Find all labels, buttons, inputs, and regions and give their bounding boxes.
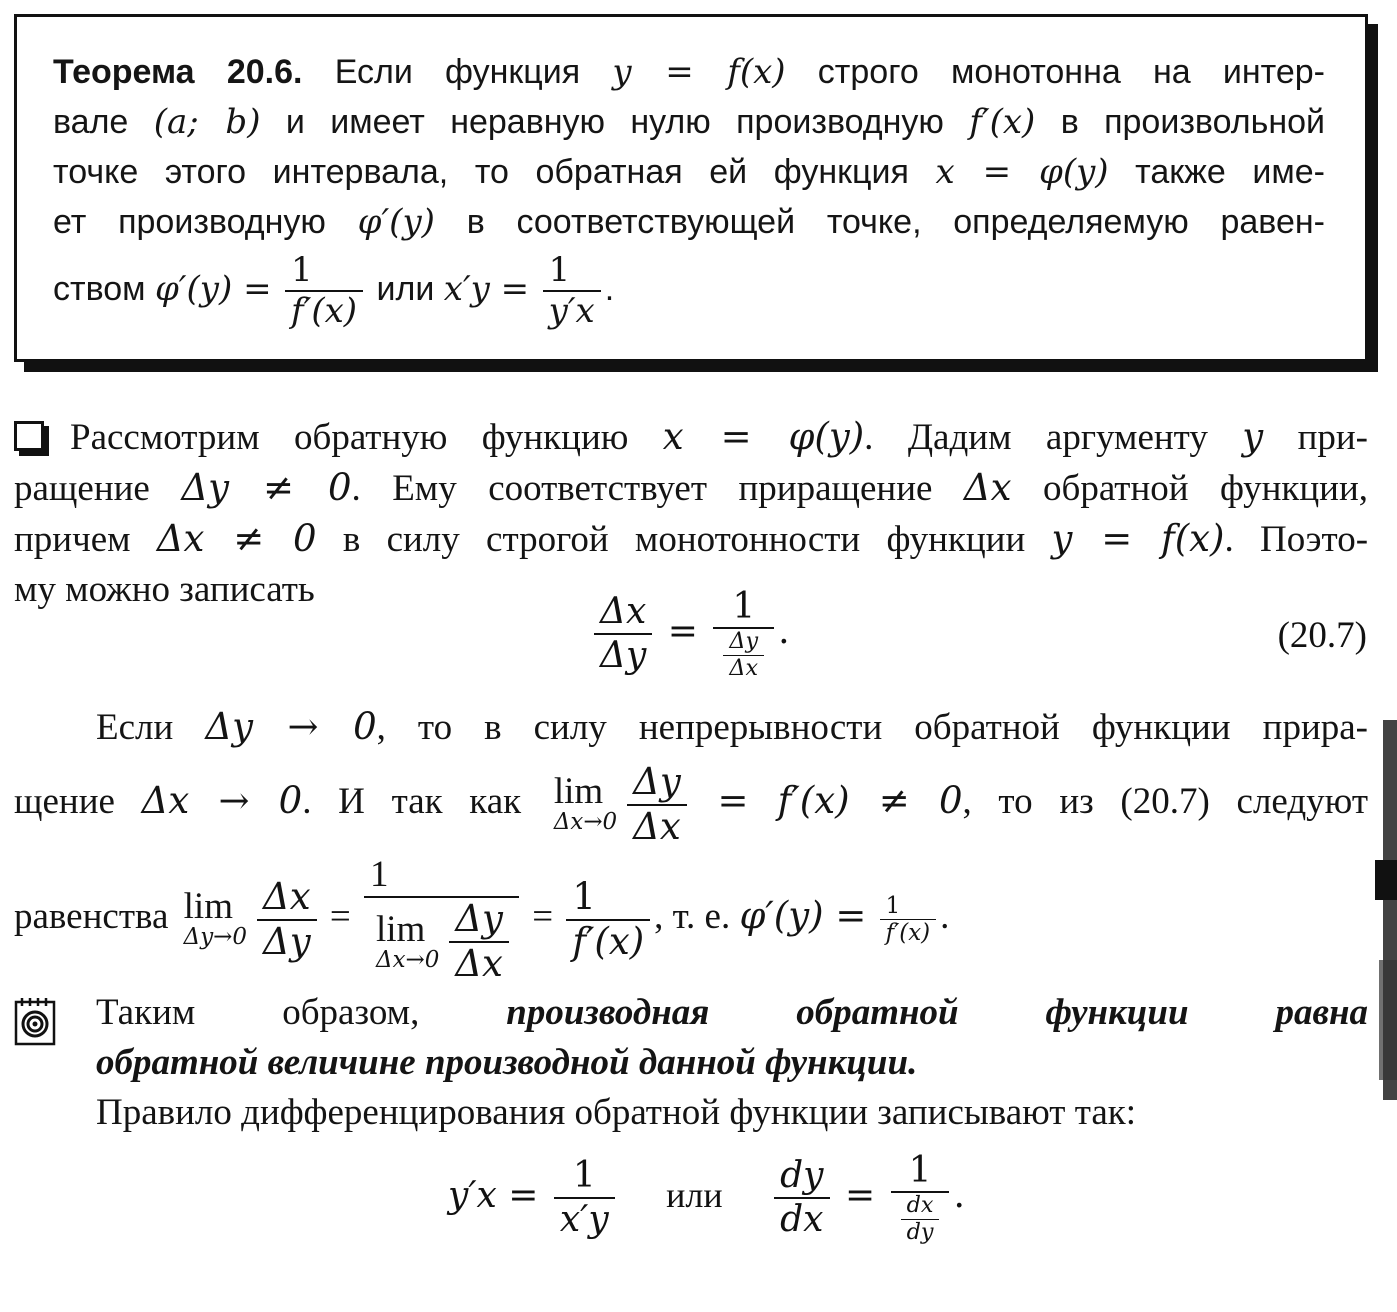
theorem-math: φ′(y) = (155, 269, 272, 310)
fraction-with-limit (364, 854, 519, 986)
theorem-text: ством (53, 270, 146, 309)
theorem-text: точке этого интервала, то обратная ей функция (53, 153, 909, 191)
theorem-math: x′y = (443, 269, 530, 310)
proof-text: ращение (14, 468, 150, 509)
fraction-denominator: f′(x) (572, 919, 645, 963)
fraction (566, 876, 650, 963)
nested-fraction (901, 1193, 940, 1245)
theorem-box (14, 14, 1368, 362)
para-math: = f′(x) ≠ 0 (717, 779, 963, 822)
fraction-numerator: dy (774, 1155, 829, 1198)
conclusion-emphasis: производная обратной функции равна (506, 992, 1369, 1033)
proof-text: . Дадим аргументу (864, 417, 1208, 458)
fraction (880, 893, 937, 947)
continuity-line-3 (14, 846, 1368, 987)
theorem-line-2 (53, 97, 1325, 147)
fraction-denominator (364, 898, 519, 985)
conclusion-paragraph (96, 988, 1368, 1138)
theorem-line-5 (53, 251, 1325, 331)
rule-text: Правило дифференцирования обратной функции записывают так: (96, 1092, 1137, 1133)
proof-math: y = f(x) (1051, 517, 1225, 560)
proof-text: Рассмотрим обратную функцию (70, 417, 629, 458)
rule-line (96, 1088, 1368, 1138)
proof-math: x = φ(y) (662, 415, 865, 458)
fraction-denominator: Δy (600, 634, 647, 676)
equals-sign: = (844, 1174, 876, 1216)
fraction-denominator (891, 1193, 950, 1245)
equation-20-7 (590, 586, 790, 682)
para-text: Если (96, 707, 174, 748)
fraction-numerator: 1 (543, 251, 601, 292)
theorem-text: или (376, 270, 435, 309)
equals-sign: = (667, 610, 698, 652)
limit-expression (184, 888, 247, 950)
para-text: , т. е. (654, 896, 731, 937)
limit-word: lim (376, 908, 426, 950)
para-math: Δx → 0 (141, 779, 303, 822)
fraction-denominator: y′x (548, 291, 595, 332)
proof-paragraph (14, 412, 1368, 615)
theorem-text: . (604, 270, 615, 309)
fraction-numerator: 1 (566, 876, 650, 921)
rule-math: y′x = (448, 1174, 539, 1216)
fraction-denominator: Δy (263, 919, 311, 963)
para-math: φ′(y) = (739, 894, 867, 937)
fraction-denominator: Δx (633, 804, 681, 848)
proof-math: Δx (963, 466, 1012, 509)
fraction-denominator: f′(x) (885, 920, 931, 947)
theorem-text: вале (53, 103, 129, 141)
equals-sign: = (329, 896, 351, 937)
rule-or-word: или (666, 1174, 723, 1215)
theorem-math: f′(x) (969, 102, 1036, 142)
fraction-denominator: Δx (729, 655, 759, 682)
theorem-text: и имеет неравную нулю производную (285, 103, 944, 141)
fraction-denominator: f′(x) (291, 291, 358, 332)
para-math: Δy → 0 (205, 705, 377, 748)
limit-subscript: Δx→0 (553, 809, 618, 836)
fraction-numerator: 1 (285, 251, 363, 292)
equation-fraction-lhs (594, 591, 652, 676)
fraction (257, 876, 317, 963)
rule-fraction-1 (554, 1155, 615, 1240)
nested-fraction (723, 629, 764, 681)
rule-formula (448, 1150, 965, 1246)
fraction-numerator: Δx (257, 876, 317, 921)
fraction-numerator: 1 (554, 1155, 615, 1198)
proof-text: . Поэто- (1224, 519, 1369, 560)
proof-text: в силу строгой монотонности функции (342, 519, 1026, 560)
fraction-numerator: Δy (723, 629, 764, 656)
limit-subscript: Δx→0 (376, 946, 440, 973)
para-text: . И так как (302, 781, 522, 822)
limit-expression (554, 773, 617, 835)
theorem-math: (a; b) (153, 102, 261, 142)
theorem-text: ет производную (53, 203, 326, 241)
scan-edge-smudge (1361, 720, 1397, 1100)
fraction (449, 898, 509, 985)
theorem-fraction-2 (543, 251, 601, 331)
para-text: равенства (14, 896, 169, 937)
period: . (778, 610, 790, 652)
theorem-fraction-1 (285, 251, 363, 331)
fraction-numerator: 1 (891, 1150, 950, 1193)
rule-fraction-2 (774, 1155, 829, 1240)
fraction-denominator: dy (906, 1219, 934, 1246)
conclusion-line-2 (96, 1038, 1368, 1088)
continuity-line-1 (14, 702, 1368, 753)
proof-math: Δy ≠ 0 (181, 466, 352, 509)
limit-fraction (627, 761, 687, 848)
conclusion-line-1 (96, 988, 1368, 1038)
theorem-math: φ′(y) (357, 202, 435, 242)
theorem-text: Если функция (334, 53, 581, 91)
limit-word: lim (183, 886, 233, 928)
theorem-text: в произвольной (1060, 103, 1326, 141)
para-text: , то из (20.7) следуют (962, 781, 1368, 822)
fraction-numerator: dx (901, 1193, 940, 1220)
fraction-denominator (713, 629, 774, 681)
fraction-numerator: Δy (627, 761, 687, 806)
proof-math: Δx ≠ 0 (156, 517, 317, 560)
theorem-math: x = φ(y) (935, 152, 1109, 192)
para-text: , то в силу непрерывности обратной функции прира- (376, 707, 1368, 748)
theorem-math: y = f(x) (612, 52, 786, 92)
key-point-icon (14, 996, 58, 1046)
period: . (940, 896, 950, 937)
period: . (953, 1174, 965, 1216)
proof-start-icon (14, 421, 44, 451)
rule-fraction-3 (891, 1150, 950, 1246)
conclusion-text: Таким образом, (96, 992, 420, 1033)
proof-line-1 (14, 412, 1368, 463)
limit-expression (376, 908, 440, 973)
equals-sign: = (532, 896, 554, 937)
proof-line-3 (14, 514, 1368, 565)
theorem-text: в соответствующей точке, определяемую равен- (466, 203, 1325, 241)
theorem-line-1 (53, 47, 1325, 97)
limit-subscript: Δy→0 (183, 924, 247, 951)
fraction-numerator: 1 (364, 854, 519, 899)
fraction-numerator: 1 (880, 893, 937, 920)
proof-text: причем (14, 519, 131, 560)
equation-number: (20.7) (1277, 615, 1367, 656)
continuity-line-2 (14, 753, 1368, 850)
proof-math: y (1242, 415, 1264, 458)
fraction-denominator: x′y (559, 1198, 609, 1240)
theorem-line-3 (53, 147, 1325, 197)
fraction-numerator: Δy (449, 898, 509, 943)
fraction-denominator: dx (780, 1198, 824, 1240)
fraction-numerator: Δx (594, 591, 652, 634)
proof-text: при- (1297, 417, 1369, 458)
proof-text: обратной функции, (1043, 468, 1369, 509)
theorem-text: строго монотонна на интер- (817, 53, 1325, 91)
equation-fraction-rhs (713, 586, 774, 682)
proof-text: . Ему соответствует приращение (351, 468, 933, 509)
theorem-line-4 (53, 197, 1325, 247)
theorem-heading: Теорема 20.6. (53, 53, 303, 91)
limit-word: lim (553, 771, 604, 813)
para-text: щение (14, 781, 115, 822)
continuity-paragraph (14, 702, 1368, 987)
theorem-text: также име- (1135, 153, 1325, 191)
proof-text: му можно записать (14, 569, 315, 610)
fraction-denominator: Δx (455, 941, 503, 985)
proof-line-2 (14, 463, 1368, 514)
conclusion-emphasis: обратной величине производной данной функции. (96, 1042, 918, 1083)
fraction-numerator: 1 (713, 586, 774, 629)
